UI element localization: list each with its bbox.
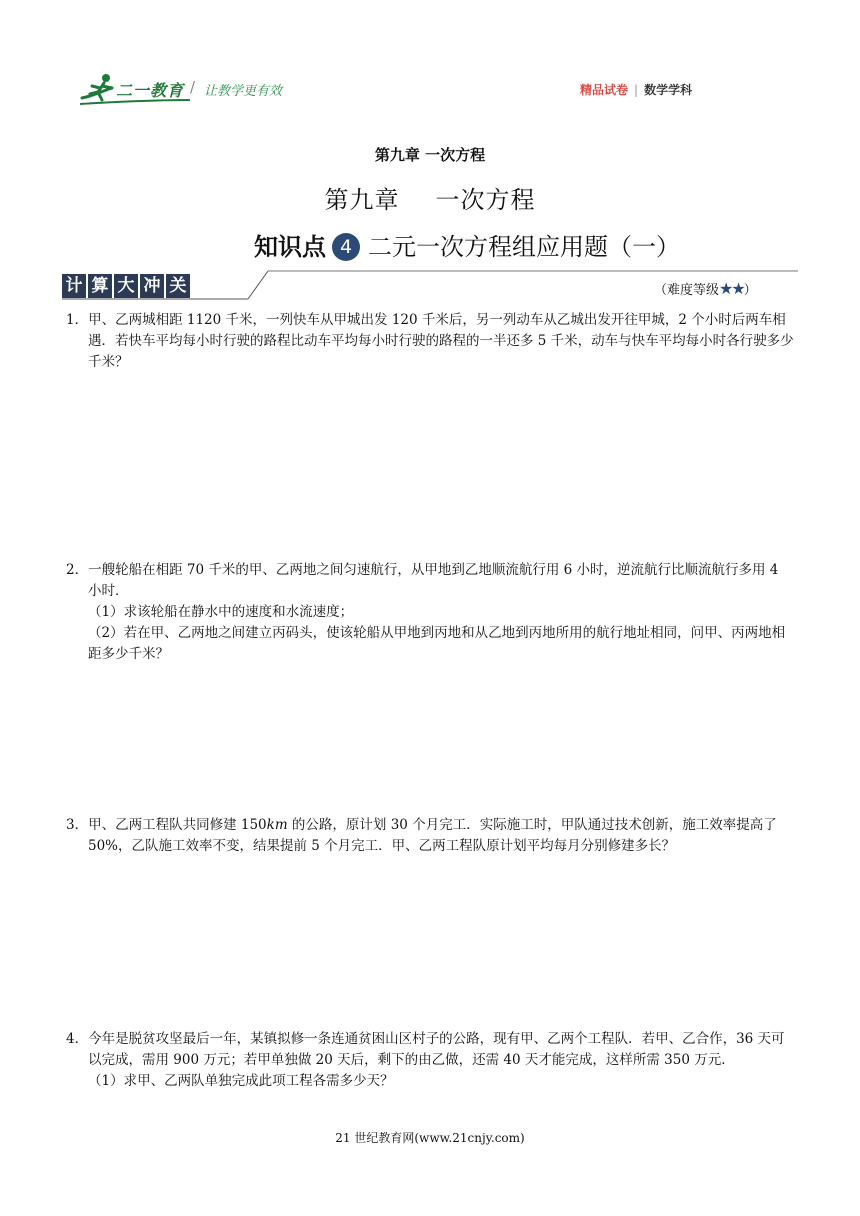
question-stem: 4．今年是脱贫攻坚最后一年，某镇拟修一条连通贫困山区村子的公路，现有甲、乙两个工程队．若甲、乙合作，36 天可以完成，需用 900 万元；若甲单独做 20 天后，剩下的由乙做，还需 40 天才能完成，这样所需 350 万元． [66,1031,785,1068]
difficulty-close: ） [743,283,757,298]
section-badge [62,274,190,298]
section-badge-char: 关 [166,274,190,298]
question-stem [66,815,796,857]
knowledge-point-title [254,227,680,262]
question-subpart-1: （1）求甲、乙两队单独完成此项工程各需多少天？ [88,1073,394,1089]
chapter-number: 第九章 [324,186,400,214]
question-2 [66,560,796,665]
header-label-premium: 精品试卷 [580,83,629,97]
difficulty-label: （难度等级 [654,283,720,298]
question-4 [66,1029,796,1092]
header-right [580,81,692,98]
page-footer: 21 世纪教育网(www.21cnjy.com) [335,1131,525,1145]
question-stem: 1．甲、乙两城相距 1120 千米，一列快车从甲城出发 120 千米后，另一列动车从乙城出发开往甲城，2 个小时后两车相遇．若快车平均每小时行驶的路程比动车平均每小时行驶的路程的一半还多 5 千米，动车与快车平均每小时各行驶多少千米？ [66,312,794,370]
logo-text: 二一教育 [116,81,185,100]
question-1 [66,310,796,373]
question-3 [66,815,796,857]
chapter-heading-small: 第九章 一次方程 [374,146,486,164]
question-subpart-1: （1）求该轮船在静水中的速度和水流速度； [88,604,354,620]
knowledge-point-number: 4 [332,233,360,261]
chapter-name: 一次方程 [435,186,536,214]
header-separator: | [634,83,639,97]
section-badge-char: 冲 [140,274,164,298]
question-stem: 2．一艘轮船在相距 70 千米的甲、乙两地之间匀速航行，从甲地到乙地顺流航行用 6 小时，逆流航行比顺流航行多用 4 小时． [66,562,779,599]
difficulty-level [654,279,757,298]
question-stem-part: 3．甲、乙两工程队共同修建 150 [66,817,267,833]
knowledge-point-label: 知识点 [254,233,326,261]
chapter-heading-large [0,180,860,215]
star-icon: ★★ [719,279,744,298]
knowledge-point-topic: 二元一次方程组应用题（一） [368,233,680,261]
section-badge-char: 算 [88,274,112,298]
section-badge-char: 大 [114,274,138,298]
question-subpart-2: （2）若在甲、乙两地之间建立丙码头，使该轮船从甲地到丙地和从乙地到丙地所用的航行地址相同，问甲、丙两地相距多少千米？ [88,625,786,662]
unit-km: km [266,817,288,833]
header-divider: / [190,78,196,96]
section-badge-char: 计 [62,274,86,298]
question-stem-part: 的公路，原计划 30 个月完工．实际施工时，甲队通过技术创新，施工效率提高了 50%，乙队施工效率不变，结果提前 5 个月完工．甲、乙两工程队原计划平均每月分别修建多长？ [88,817,777,854]
header-label-subject: 数学学科 [644,83,693,97]
slogan: 让教学更有效 [204,84,283,99]
